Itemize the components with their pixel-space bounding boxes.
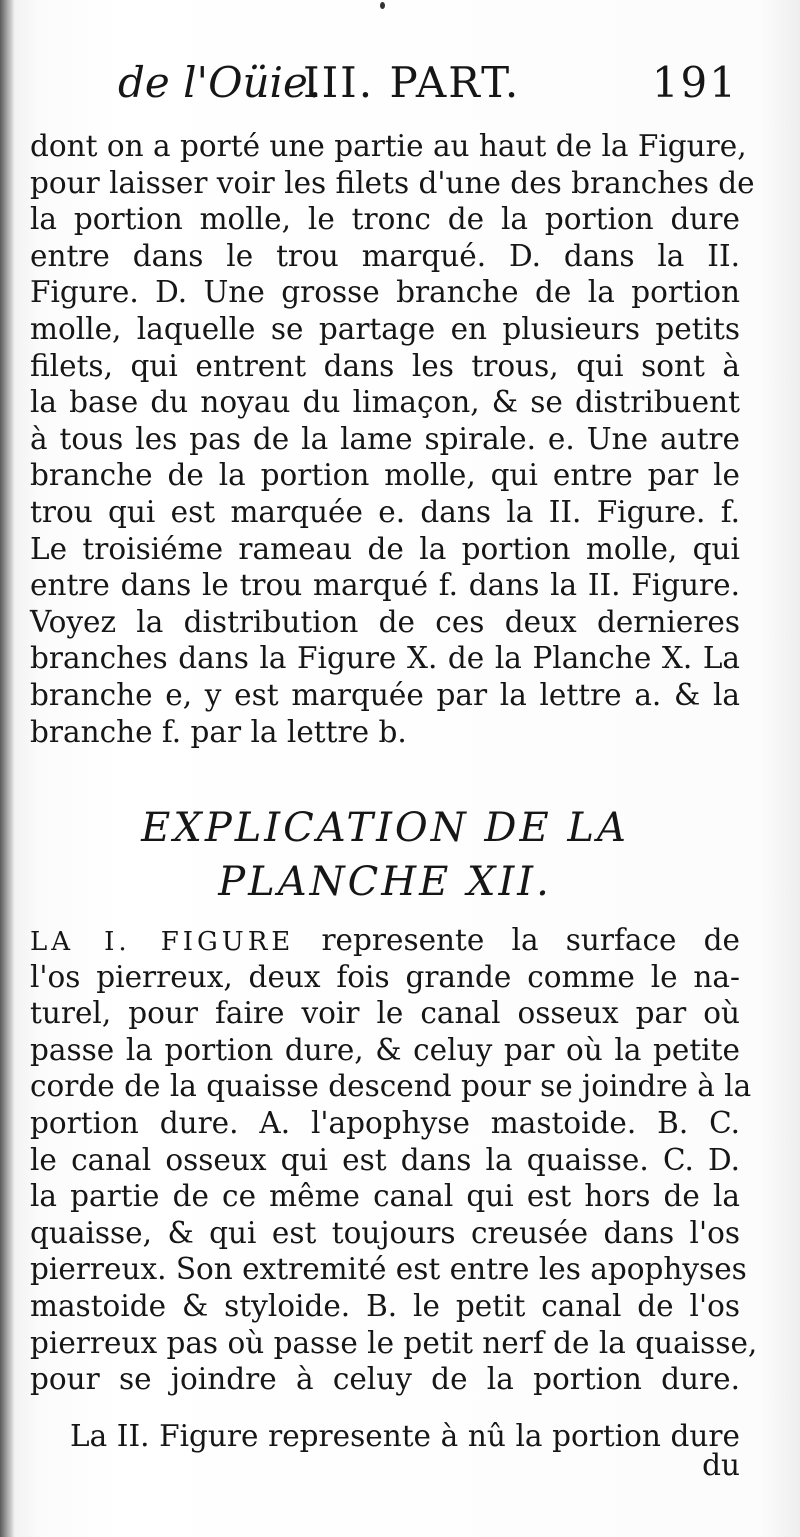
running-head xyxy=(118,52,738,122)
text-line: passe la portion dure, & celuy par où la petite xyxy=(30,1032,740,1067)
text-line xyxy=(30,922,740,959)
text-line: le canal osseux qui est dans la quaisse. C. D. xyxy=(30,1142,740,1177)
paragraph-continued xyxy=(30,128,755,750)
running-head-part: III. PART. xyxy=(303,58,521,107)
text-line: l'os pierreux, deux fois grande comme le na- xyxy=(30,959,740,994)
paragraph-lead-rest: represente la surface de xyxy=(294,923,740,957)
text-line: branche f. par la lettre b. xyxy=(30,714,407,749)
text-line: pierreux pas où passe le petit nerf de la quaisse, xyxy=(30,1325,758,1360)
running-head-title: de l'Oüie. xyxy=(118,58,322,107)
text-line: branche e, y est marquée par la lettre a. & la xyxy=(30,677,740,712)
text-line: La II. Figure represente à nû la portion dure xyxy=(70,1419,740,1453)
catchword: du xyxy=(702,1448,740,1482)
ink-speck xyxy=(380,2,385,9)
page-gutter-shadow xyxy=(0,0,14,1537)
text-line: branche de la portion molle, qui entre par le xyxy=(30,458,740,493)
heading-line-2: PLANCHE XII. xyxy=(218,859,552,905)
section-heading xyxy=(30,800,740,908)
text-line: Voyez la distribution de ces deux dernieres xyxy=(30,604,740,639)
text-line: à tous les pas de la lame spirale. e. Une autre xyxy=(30,421,740,456)
text-line: dont on a porté une partie au haut de la Figure, xyxy=(30,129,747,163)
text-line: branches dans la Figure X. de la Planche X. La xyxy=(30,641,740,676)
text-line: filets, qui entrent dans les trous, qui sont à xyxy=(30,348,740,383)
text-line: la portion molle, le tronc de la portion dure xyxy=(30,202,740,237)
text-line: turel, pour faire voir le canal osseux par où xyxy=(30,996,740,1031)
text-line: Figure. D. Une grosse branche de la portion xyxy=(30,275,740,310)
text-line: trou qui est marquée e. dans la II. Figure. f. xyxy=(30,494,740,529)
heading-line-1: EXPLICATION DE LA xyxy=(141,805,629,851)
text-line: pierreux. Son extremité est entre les apophyses xyxy=(30,1252,747,1287)
text-line: entre dans le trou marqué f. dans la II. Figure. xyxy=(30,568,740,603)
text-line: pour se joindre à celuy de la portion dure. xyxy=(30,1362,740,1397)
text-line: la partie de ce même canal qui est hors de la xyxy=(30,1179,740,1214)
text-line: portion dure. A. l'apophyse mastoide. B. C. xyxy=(30,1105,740,1140)
text-line: mastoide & styloide. B. le petit canal de l'os xyxy=(30,1288,740,1323)
paragraph-figure-2 xyxy=(30,1418,740,1455)
paragraph-lead: LA I. FIGURE xyxy=(30,927,295,957)
text-line: quaisse, & qui est toujours creusée dans l'os xyxy=(30,1215,740,1250)
text-line: la base du noyau du limaçon, & se distribuent xyxy=(30,385,740,420)
paragraph-figure-1-body xyxy=(30,959,758,1398)
text-line: molle, laquelle se partage en plusieurs petits xyxy=(30,311,740,346)
text-line: entre dans le trou marqué. D. dans la II. xyxy=(30,238,740,273)
text-line: pour laisser voir les filets d'une des branches de xyxy=(30,165,755,200)
text-line: corde de la quaisse descend pour se joindre à la xyxy=(30,1069,752,1104)
page-number: 191 xyxy=(651,58,738,107)
text-line: Le troisiéme rameau de la portion molle, qui xyxy=(30,531,740,566)
paragraph-figure-1 xyxy=(30,922,758,1398)
